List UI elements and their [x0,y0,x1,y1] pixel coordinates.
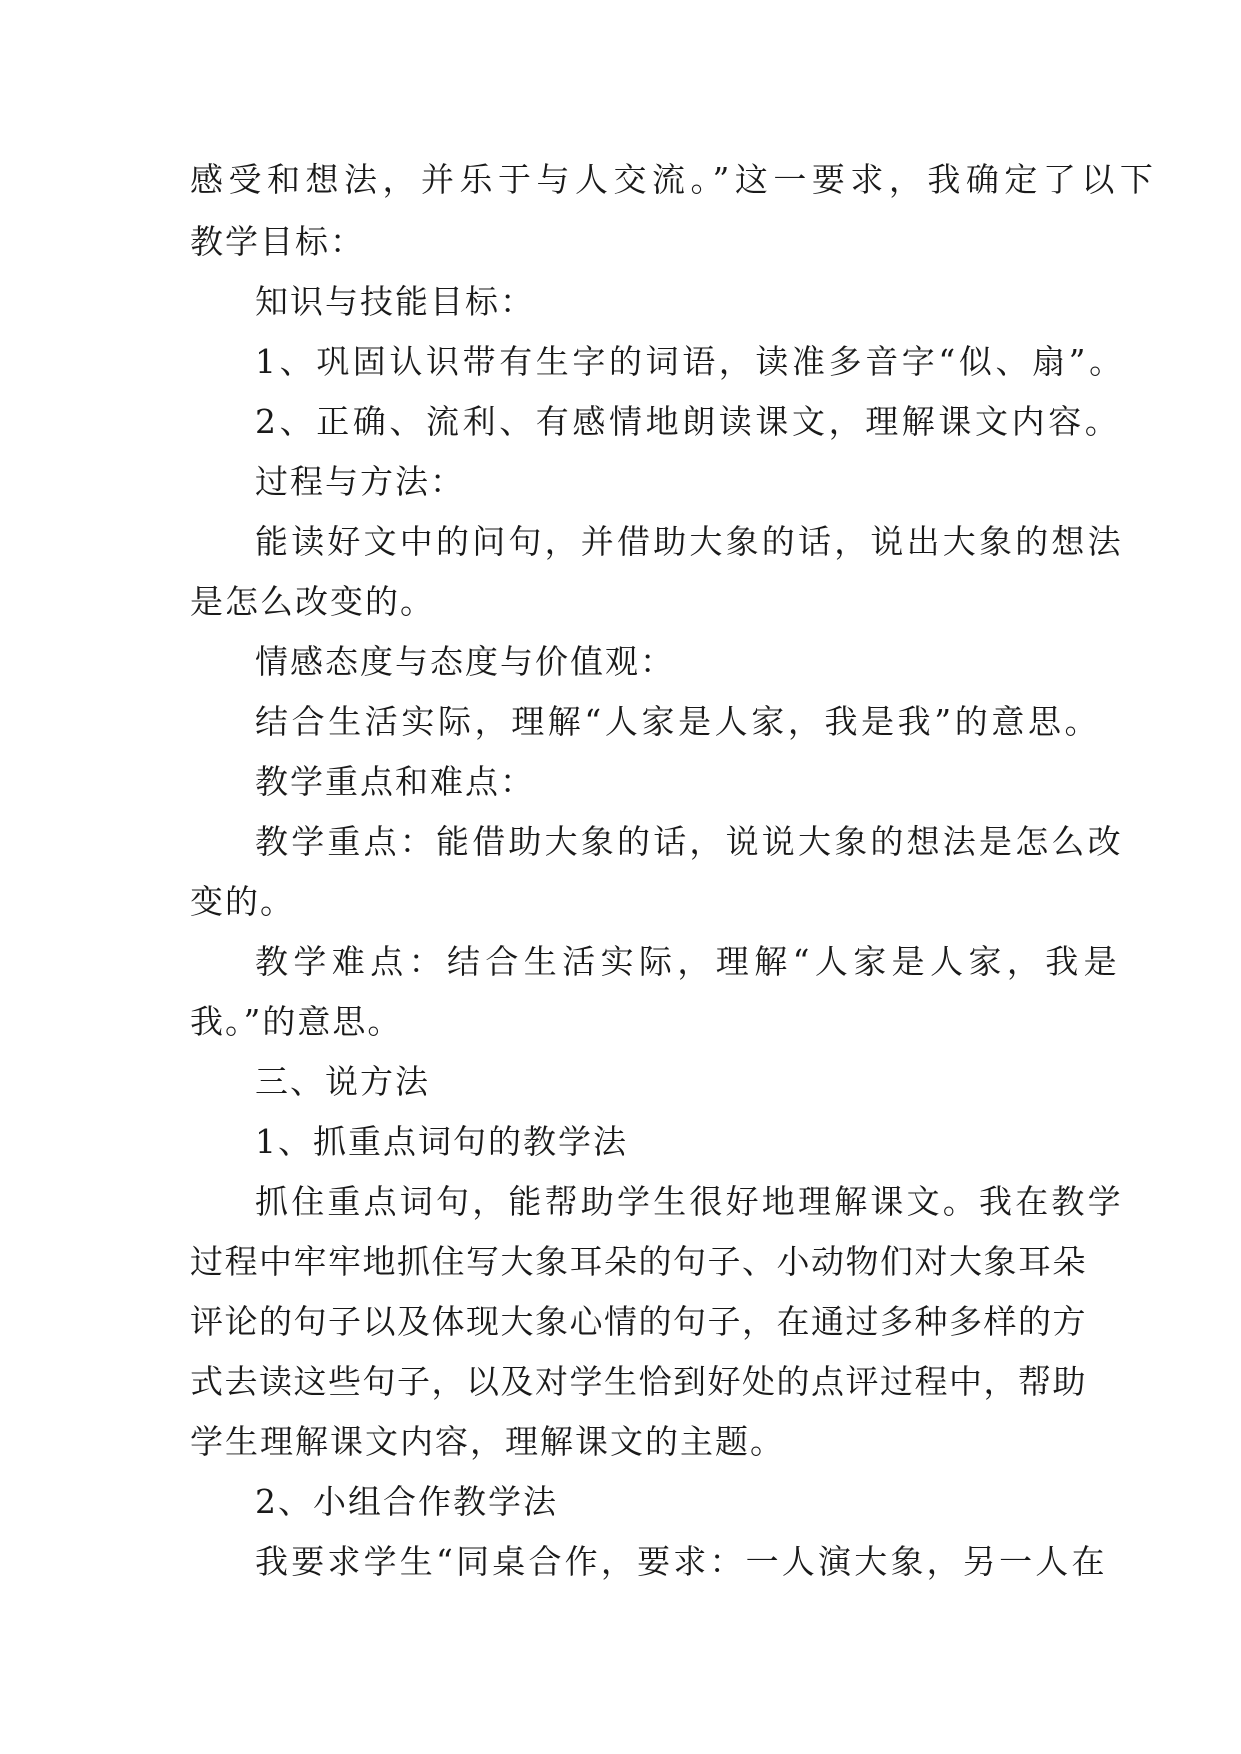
text-line: 教学重点和难点： [255,762,535,801]
text-line: 学生理解课文内容，理解课文的主题。 [190,1422,785,1461]
text-line: 2、小组合作教学法 [255,1482,558,1521]
text-line: 变的。 [190,882,295,921]
text-line: 1、抓重点词句的教学法 [255,1122,628,1161]
text-line: 过程中牢牢地抓住写大象耳朵的句子、小动物们对大象耳朵 [190,1242,1087,1281]
text-line: 抓住重点词句，能帮助学生很好地理解课文。我在教学 [255,1182,1124,1221]
text-line: 2、正确、流利、有感情地朗读课文，理解课文内容。 [255,402,1122,441]
text-line: 教学重点：能借助大象的话，说说大象的想法是怎么改 [255,822,1124,861]
text-line: 评论的句子以及体现大象心情的句子，在通过多种多样的方 [190,1302,1087,1341]
text-line: 教学目标： [190,222,365,261]
text-line: 我要求学生“同桌合作，要求：一人演大象，另一人在 [255,1542,1108,1581]
text-line: 情感态度与态度与价值观： [255,642,675,681]
text-line: 能读好文中的问句，并借助大象的话，说出大象的想法 [255,522,1124,561]
text-line: 我。”的意思。 [190,1002,403,1041]
text-line: 式去读这些句子，以及对学生恰到好处的点评过程中，帮助 [190,1362,1087,1401]
text-line: 是怎么改变的。 [190,582,435,621]
text-line: 结合生活实际，理解“人家是人家，我是我”的意思。 [255,702,1102,741]
text-line: 知识与技能目标： [255,282,535,321]
text-line: 感受和想法，并乐于与人交流。”这一要求，我确定了以下 [190,160,1159,199]
text-line: 1、巩固认识带有生字的词语，读准多音字“似、扇”。 [255,342,1126,381]
text-line: 过程与方法： [255,462,465,501]
text-line: 教学难点：结合生活实际，理解“人家是人家，我是 [255,942,1123,981]
text-line: 三、说方法 [255,1062,430,1101]
